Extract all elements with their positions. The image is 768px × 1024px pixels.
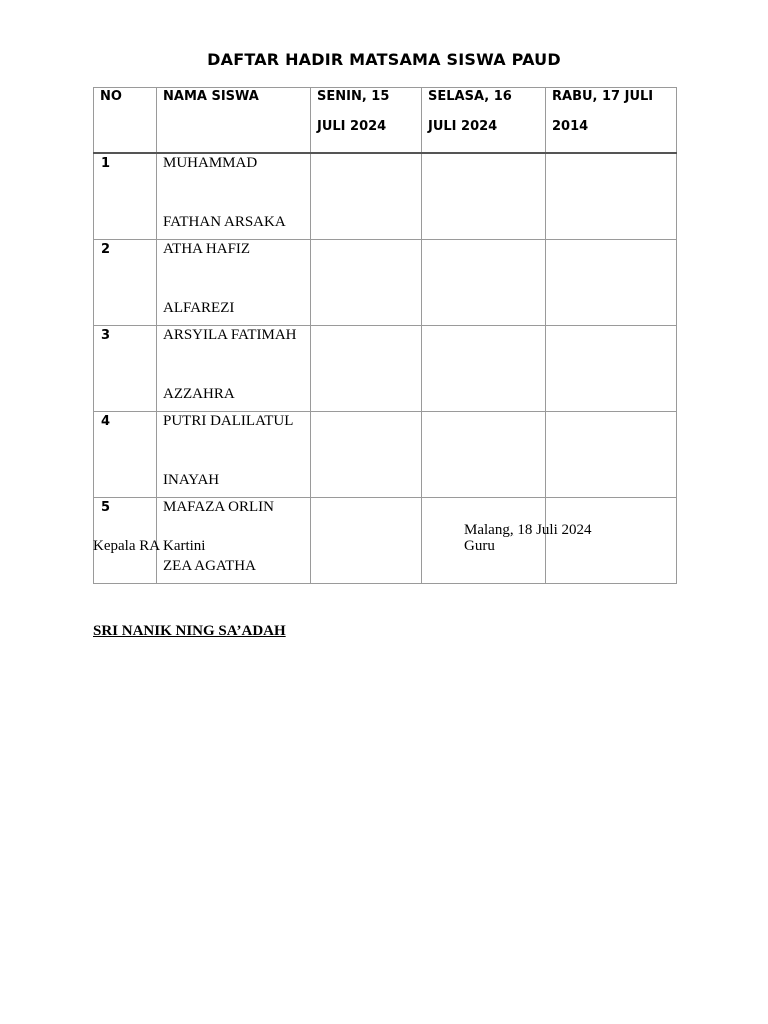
student-name: ARSYILA FATIMAH AZZAHRA	[157, 326, 311, 412]
attendance-cell-day2[interactable]	[422, 412, 546, 498]
student-name: ATHA HAFIZ ALFAREZI	[157, 240, 311, 326]
header-day3-line1: RABU, 17 JULI	[552, 89, 654, 104]
header-day3	[546, 88, 677, 154]
principal-role: Kepala RA Kartini	[93, 538, 206, 554]
table-row	[94, 326, 677, 412]
header-no: NO	[94, 88, 157, 154]
attendance-cell-day1[interactable]	[311, 240, 422, 326]
student-name: MUHAMMAD FATHAN ARSAKA	[157, 153, 311, 240]
attendance-cell-day1[interactable]	[311, 326, 422, 412]
attendance-cell-day3[interactable]	[546, 498, 677, 584]
row-number: 2	[94, 240, 157, 326]
row-number: 3	[94, 326, 157, 412]
header-day1-line2: JULI 2024	[317, 119, 387, 134]
comma-text: ,	[509, 522, 514, 538]
attendance-cell-day3[interactable]	[546, 326, 677, 412]
date-text: 18 Juli 2024	[513, 522, 592, 538]
table-row	[94, 153, 677, 240]
attendance-cell-day2[interactable]	[422, 240, 546, 326]
teacher-role: Guru	[464, 538, 495, 554]
place-text: Malang	[464, 522, 510, 538]
attendance-cell-day1[interactable]	[311, 412, 422, 498]
header-day3-line2: 2014	[552, 119, 589, 134]
header-day1-line1: SENIN, 15	[317, 89, 390, 104]
attendance-cell-day2[interactable]	[422, 153, 546, 240]
header-day1	[311, 88, 422, 154]
attendance-table	[93, 87, 677, 584]
attendance-cell-day1[interactable]	[311, 498, 422, 584]
document-title: DAFTAR HADIR MATSAMA SISWA PAUD	[207, 50, 561, 69]
table-header-row	[94, 88, 677, 154]
attendance-cell-day3[interactable]	[546, 153, 677, 240]
student-name: PUTRI DALILATUL INAYAH	[157, 412, 311, 498]
header-day2-line1: SELASA, 16	[428, 89, 512, 104]
place-date-line	[464, 522, 592, 539]
attendance-cell-day3[interactable]	[546, 240, 677, 326]
row-number: 4	[94, 412, 157, 498]
table-row	[94, 240, 677, 326]
attendance-cell-day2[interactable]	[422, 326, 546, 412]
row-number: 1	[94, 153, 157, 240]
header-day2-line2: JULI 2024	[428, 119, 498, 134]
row-number: 5	[94, 498, 157, 584]
student-name: MAFAZA ORLIN ZEA AGATHA	[157, 498, 311, 584]
header-day2	[422, 88, 546, 154]
attendance-cell-day3[interactable]	[546, 412, 677, 498]
table-row	[94, 412, 677, 498]
header-name: NAMA SISWA	[157, 88, 311, 154]
principal-name: SRI NANIK NING SA’ADAH	[93, 623, 286, 639]
attendance-cell-day1[interactable]	[311, 153, 422, 240]
